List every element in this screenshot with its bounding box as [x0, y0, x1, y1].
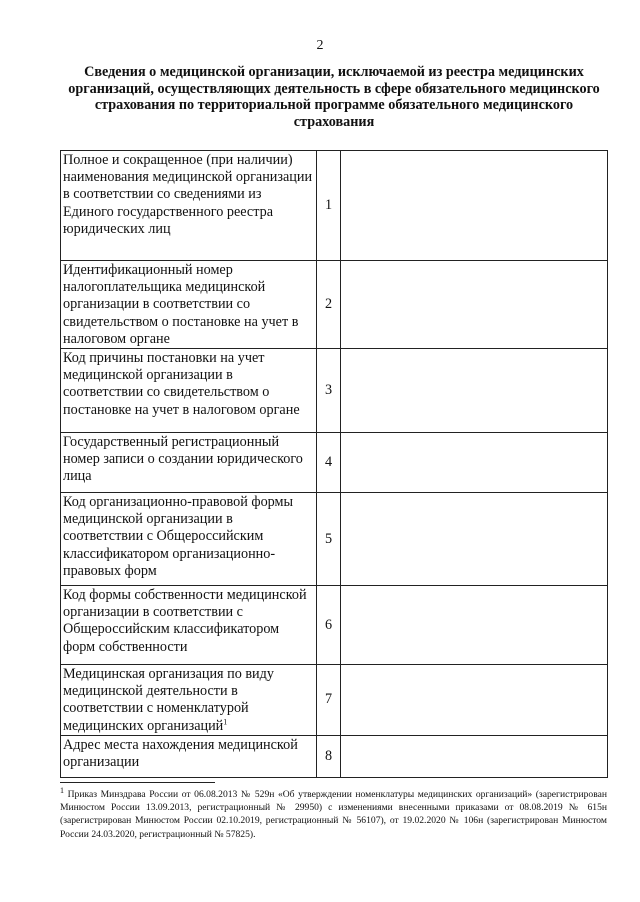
row-label: Адрес места нахождения медицинской организации	[61, 735, 317, 777]
row-value	[341, 586, 608, 665]
row-number: 6	[317, 586, 341, 665]
row-label	[61, 665, 317, 736]
footnote-marker: 1	[60, 785, 64, 795]
table-row	[61, 735, 608, 777]
footnote-reference: 1	[223, 716, 228, 726]
row-number: 7	[317, 665, 341, 736]
footnote	[60, 785, 607, 841]
row-value	[341, 493, 608, 586]
row-number: 4	[317, 433, 341, 493]
row-number: 8	[317, 735, 341, 777]
table-row	[61, 349, 608, 433]
organization-info-table	[60, 150, 608, 778]
row-label-text: Медицинская организация по виду медицинской деятельности в соответствии с номенклатурой медицинских организаций	[63, 666, 274, 734]
row-label: Полное и сокращенное (при наличии) наименования медицинской организации в соответствии со сведениями из Единого государственного реестра юридических лиц	[61, 151, 317, 261]
table-row	[61, 261, 608, 349]
row-label: Код организационно-правовой формы медицинской организации в соответствии с Общероссийским классификатором организационно-правовых форм	[61, 493, 317, 586]
page-number: 2	[316, 38, 324, 53]
row-value	[341, 151, 608, 261]
table-row	[61, 493, 608, 586]
row-label: Код причины постановки на учет медицинской организации в соответствии со свидетельством о постановке на учет в налоговом органе	[61, 349, 317, 433]
document-title: Сведения о медицинской организации, исключаемой из реестра медицинских организаций, осуществляющих деятельность в сфере обязательного медицинского страхования по территориальной программе обязательного медицинского страхования	[68, 64, 600, 130]
row-value	[341, 349, 608, 433]
row-label: Государственный регистрационный номер записи о создании юридического лица	[61, 433, 317, 493]
table-row	[61, 586, 608, 665]
row-value	[341, 735, 608, 777]
row-value	[341, 433, 608, 493]
table-row	[61, 433, 608, 493]
row-label: Идентификационный номер налогоплательщика медицинской организации в соответствии со свидетельством о постановке на учет в налоговом органе	[61, 261, 317, 349]
row-number: 5	[317, 493, 341, 586]
row-number: 1	[317, 151, 341, 261]
row-label: Код формы собственности медицинской организации в соответствии с Общероссийским классификатором форм собственности	[61, 586, 317, 665]
row-number: 3	[317, 349, 341, 433]
footnote-text: Приказ Минздрава России от 06.08.2013 № 529н «Об утверждении номенклатуры медицинских организаций» (зарегистрирован Минюстом России 13.09.2013, регистрационный № 29950) с изменениями внесенными приказами от 08.08.2019 № 615н (зарегистрирован Минюстом России 02.10.2019, регистрационный № 56107), от 19.02.2020 № 106н (зарегистрирован Минюстом России 24.03.2020, регистрационный № 57825).	[60, 789, 607, 840]
table-row	[61, 151, 608, 261]
footnote-divider	[60, 782, 215, 783]
row-value	[341, 261, 608, 349]
row-value	[341, 665, 608, 736]
row-number: 2	[317, 261, 341, 349]
table-row	[61, 665, 608, 736]
